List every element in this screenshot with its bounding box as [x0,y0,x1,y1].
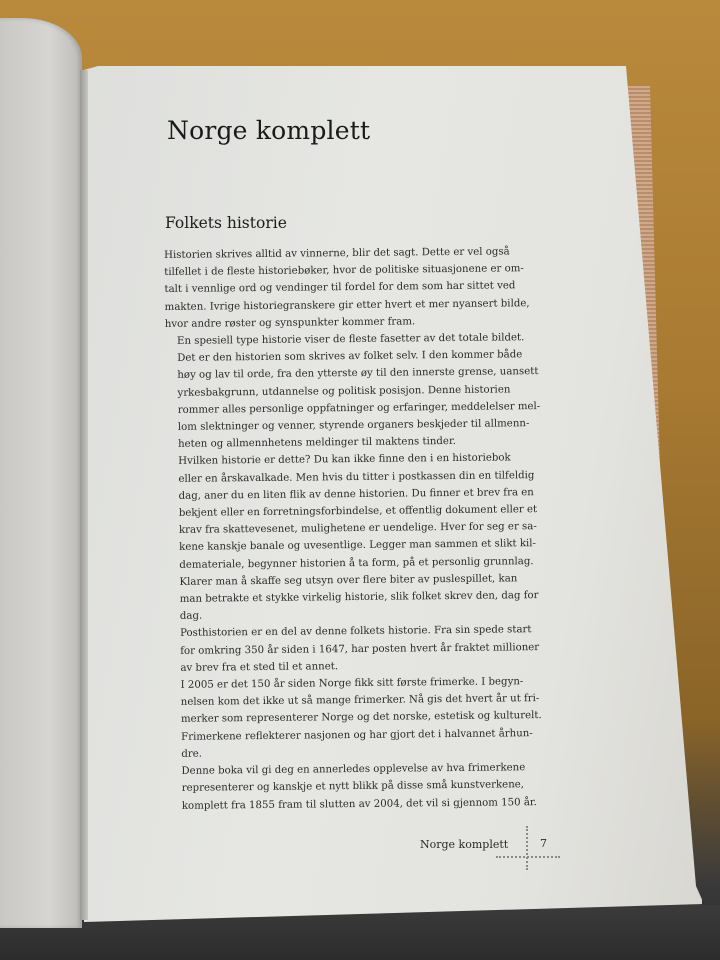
text-line: dre. [181,748,203,760]
page-number: 7 [540,837,547,850]
text-line: yrkesbakgrunn, utdannelse og politisk posisjon. Denne historien [177,384,511,399]
paragraph [169,674,542,763]
text-line: representerer og kanskje et nytt blikk på disse små kunstverkene, [181,779,525,795]
text-line: talt i vennlige ord og vendinger til fordel for dem som har sittet ved [164,280,516,296]
text-line: man betrakte et stykke virkelig historie, slik folket skrev den, dag for [179,590,539,605]
text-line: kene kanskje banale og uvesentlige. Legger man sammen et slikt kil- [179,538,537,554]
text-line: I 2005 er det 150 år siden Norge fikk sitt første frimerke. I begyn- [180,676,524,691]
paragraph [168,622,540,677]
paragraph [164,244,530,333]
text-line: Denne boka vil gi deg en annerledes opplevelse av hva frimerkene [181,762,526,777]
text-line: makten. Ivrige historiegranskere gir etter hvert et mer nyansert bilde, [164,297,530,313]
text-line: dag, aner du en liten flik av denne historien. Du finner et brev fra en [178,486,534,502]
text-line: hvor andre røster og synspunkter kommer fram. [164,316,416,330]
text-line: nelsen kom det ikke ut så mange frimerker. Nå gis det hvert år ut fri- [180,693,540,709]
text-line: eller en årskavalkade. Men hvis du titter i postkassen din en tilfeldig [178,469,535,485]
paragraph [166,450,539,625]
text-line: bekjent eller en forretningsforbindelse, et offentlig dokument eller et [178,504,538,519]
paragraph [169,760,537,815]
text-line: rommer alles personlige oppfatninger og erfaringer, meddelelser mel- [177,400,541,416]
text-line: tilfellet i de fleste historiebøker, hvor de politiske situasjonene er om- [164,263,524,279]
text-line: Hvilken historie er dette? Du kan ikke finne den i en historiebok [178,452,511,468]
text-line: for omkring 350 år siden i 1647, har posten hvert år fraktet millioner [180,641,540,657]
text-line: heten og allmennhetens meldinger til maktens tinder. [178,436,456,451]
footer-dotted-rule-horizontal [496,856,560,858]
text-line: Posthistorien er en del av denne folkets historie. Fra sin spede start [179,624,532,640]
text-line: lom slektninger og venner, styrende organers beskjeder til allmenn- [177,418,530,433]
section-heading: Folkets historie [165,214,287,232]
text-line: høy og lav til orde, fra den ytterste øy til den innerste grense, uansett [177,366,539,382]
text-line: av brev fra et sted til et annet. [180,661,339,674]
footer-dotted-rule-vertical [526,826,528,870]
running-footer-title: Norge komplett [420,838,509,851]
text-line: dag. [179,610,203,623]
text-line: merker som representerer Norge og det norske, estetisk og kulturelt. [180,710,542,726]
text-line: Klarer man å skaffe seg utsyn over flere biter av puslespillet, kan [179,573,518,588]
text-line: krav fra skattevesenet, mulighetene er uendelige. Hver for seg er sa- [178,521,537,537]
body-text [164,244,542,815]
text-line: Det er den historien som skrives av folket selv. I den kommer både [177,349,523,365]
text-line: komplett fra 1855 fram til slutten av 2004, det vil si gjennom 150 år. [181,796,537,812]
paragraph [165,330,541,454]
text-line: En spesiell type historie viser de fleste fasetter av det totale bildet. [176,332,525,347]
text-line: Historien skrives alltid av vinnerne, blir det sagt. Dette er vel også [164,246,510,261]
text-line: demateriale, begynner historien å ta form, på et personlig grunnlag. [179,555,534,571]
text-line: Frimerkene reflekterer nasjonen og har gjort det i halvannet århun- [181,727,533,743]
chapter-title: Norge komplett [167,116,371,145]
